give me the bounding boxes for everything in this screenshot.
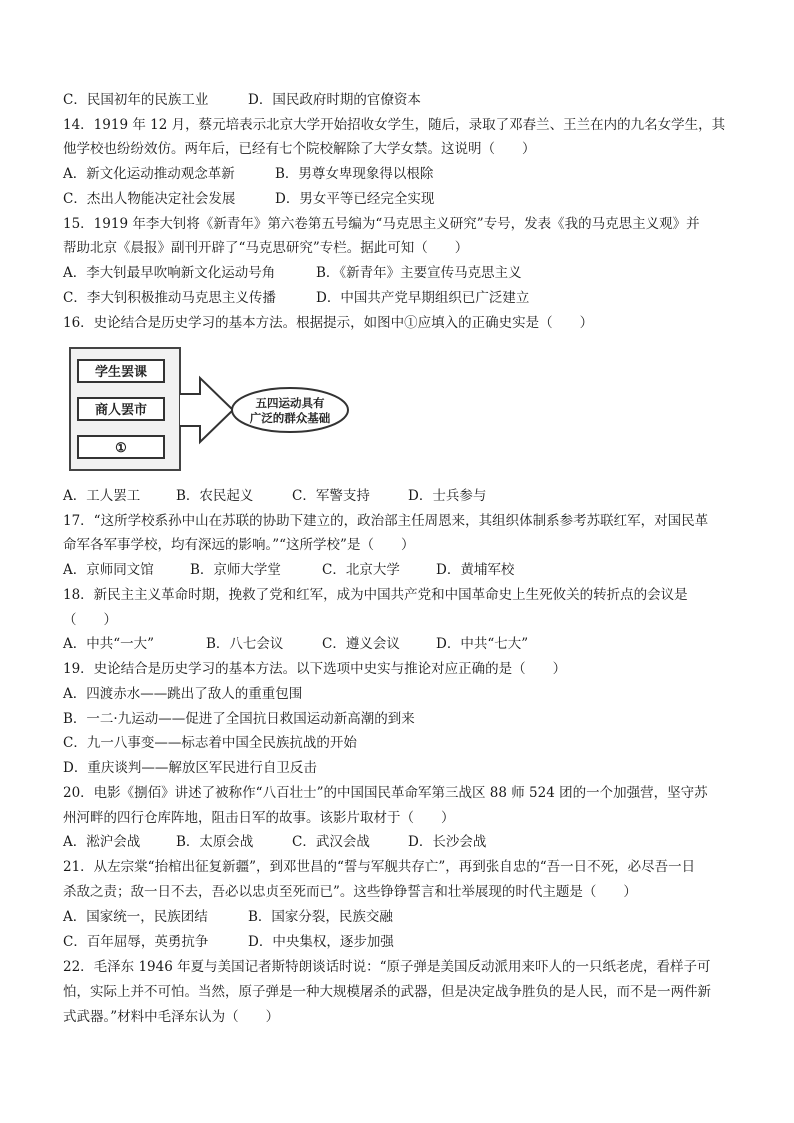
question-20-stem: 20．电影《捌佰》讲述了被称作“八百壮士”的中国国民革命军第三战区 88 师 524 团的一个加强营，坚守苏 — [63, 785, 708, 801]
option-a[interactable]: A．国家统一，民族团结 — [63, 909, 208, 925]
diagram-result-line-1: 五四运动具有 — [255, 396, 325, 410]
option-a[interactable]: A．李大钊最早吹响新文化运动号角 — [63, 265, 276, 281]
question-22-stem: 22．毛泽东 1946 年夏与美国记者斯特朗谈话时说：“原子弹是美国反动派用来吓人的一只纸老虎，看样子可 — [63, 959, 711, 975]
option-c[interactable]: C．九一八事变——标志着中国全民族抗战的开始 — [63, 735, 357, 751]
option-d[interactable]: D．黄埔军校 — [436, 562, 515, 578]
diagram-arrow — [180, 378, 233, 442]
question-22-stem-cont-2: 式武器。”材料中毛泽东认为（ ） — [63, 1009, 280, 1025]
option-c[interactable]: C．北京大学 — [322, 562, 400, 578]
question-17-stem-cont: 命军各军事学校，均有深远的影响。”“这所学校”是（ ） — [63, 537, 415, 553]
option-a[interactable]: A．新文化运动推动观念革新 — [63, 166, 235, 182]
option-d[interactable]: D．男女平等已经完全实现 — [275, 191, 435, 207]
question-18-stem-cont: （ ） — [63, 612, 117, 628]
option-c[interactable]: C．百年屈辱，英勇抗争 — [63, 934, 209, 950]
option-d[interactable]: D．国民政府时期的官僚资本 — [248, 92, 421, 108]
option-b[interactable]: B．国家分裂，民族交融 — [248, 909, 393, 925]
option-c[interactable]: C．李大钊积极推动马克思主义传播 — [63, 290, 276, 306]
option-d[interactable]: D．中国共产党早期组织已广泛建立 — [316, 290, 530, 306]
option-b[interactable]: B．太原会战 — [176, 834, 254, 850]
option-b[interactable]: B．京师大学堂 — [190, 562, 281, 578]
option-a[interactable]: A．工人罢工 — [63, 488, 141, 504]
option-d[interactable]: D．长沙会战 — [408, 834, 487, 850]
question-17-stem: 17．“这所学校系孙中山在苏联的协助下建立的，政治部主任周恩来，其组织体制系参考苏联红军，对国民革 — [63, 513, 709, 529]
diagram-result-ellipse — [232, 388, 348, 432]
question-22-stem-cont: 怕，实际上并不可怕。当然，原子弹是一种大规模屠杀的武器，但是决定战争胜负的是人民，而不是一两件新 — [63, 984, 711, 1000]
option-a[interactable]: A．京师同文馆 — [63, 562, 154, 578]
option-b[interactable]: B．一二·九运动——促进了全国抗日救国运动新高潮的到来 — [63, 711, 415, 727]
diagram-box-3-label: ① — [115, 441, 127, 456]
option-c[interactable]: C．杰出人物能决定社会发展 — [63, 191, 236, 207]
option-c[interactable]: C．民国初年的民族工业 — [63, 92, 209, 108]
option-c[interactable]: C．遵义会议 — [322, 636, 400, 652]
diagram-box-2-label: 商人罢市 — [94, 403, 148, 418]
question-21-stem-cont: 杀敌之责；敌一日不去，吾必以忠贞至死而已”。这些铮铮誓言和壮举展现的时代主题是（ ） — [63, 884, 637, 900]
question-18-stem: 18．新民主主义革命时期，挽救了党和红军，成为中国共产党和中国革命史上生死攸关的转折点的会议是 — [63, 587, 688, 603]
question-14-stem-cont: 他学校也纷纷效仿。两年后，已经有七个院校解除了大学女禁。这说明（ ） — [63, 141, 536, 157]
question-16-stem: 16．史论结合是历史学习的基本方法。根据提示，如图中①应填入的正确史实是（ ） — [63, 315, 594, 331]
option-b[interactable]: B．男尊女卑现象得以根除 — [275, 166, 434, 182]
option-b[interactable]: B．八七会议 — [206, 636, 284, 652]
q16-diagram — [68, 346, 358, 472]
option-b[interactable]: B．农民起义 — [176, 488, 254, 504]
option-d[interactable]: D．中央集权，逐步加强 — [248, 934, 394, 950]
question-14-stem: 14．1919 年 12 月，蔡元培表示北京大学开始招收女学生，随后，录取了邓春兰、王兰在内的九名女学生，其 — [63, 117, 726, 133]
option-d[interactable]: D．士兵参与 — [408, 488, 487, 504]
question-21-stem: 21．从左宗棠“抬棺出征复新疆”，到邓世昌的“誓与军舰共存亡”，再到张自忠的“吾一日不死，必尽吾一日 — [63, 859, 696, 875]
question-15-stem: 15．1919 年李大钊将《新青年》第六卷第五号编为“马克思主义研究”专号，发表《我的马克思主义观》并 — [63, 216, 700, 232]
option-a[interactable]: A．四渡赤水——跳出了敌人的重重包围 — [63, 686, 303, 702]
diagram-box-1-label: 学生罢课 — [94, 365, 148, 380]
question-20-stem-cont: 州河畔的四行仓库阵地，阻击日军的故事。该影片取材于（ ） — [63, 810, 455, 826]
option-d[interactable]: D．重庆谈判——解放区军民进行自卫反击 — [63, 760, 317, 776]
option-a[interactable]: A．中共“一大” — [63, 636, 155, 652]
diagram-result-line-2: 广泛的群众基础 — [249, 411, 331, 425]
option-c[interactable]: C．武汉会战 — [292, 834, 370, 850]
option-c[interactable]: C．军警支持 — [292, 488, 370, 504]
question-19-stem: 19．史论结合是历史学习的基本方法。以下选项中史实与推论对应正确的是（ ） — [63, 661, 567, 677]
option-a[interactable]: A．淞沪会战 — [63, 834, 141, 850]
option-b[interactable]: B．《新青年》主要宣传马克思主义 — [316, 265, 522, 281]
question-15-stem-cont: 帮助北京《晨报》副刊开辟了“马克思研究”专栏。据此可知（ ） — [63, 240, 469, 256]
option-d[interactable]: D．中共“七大” — [436, 636, 529, 652]
